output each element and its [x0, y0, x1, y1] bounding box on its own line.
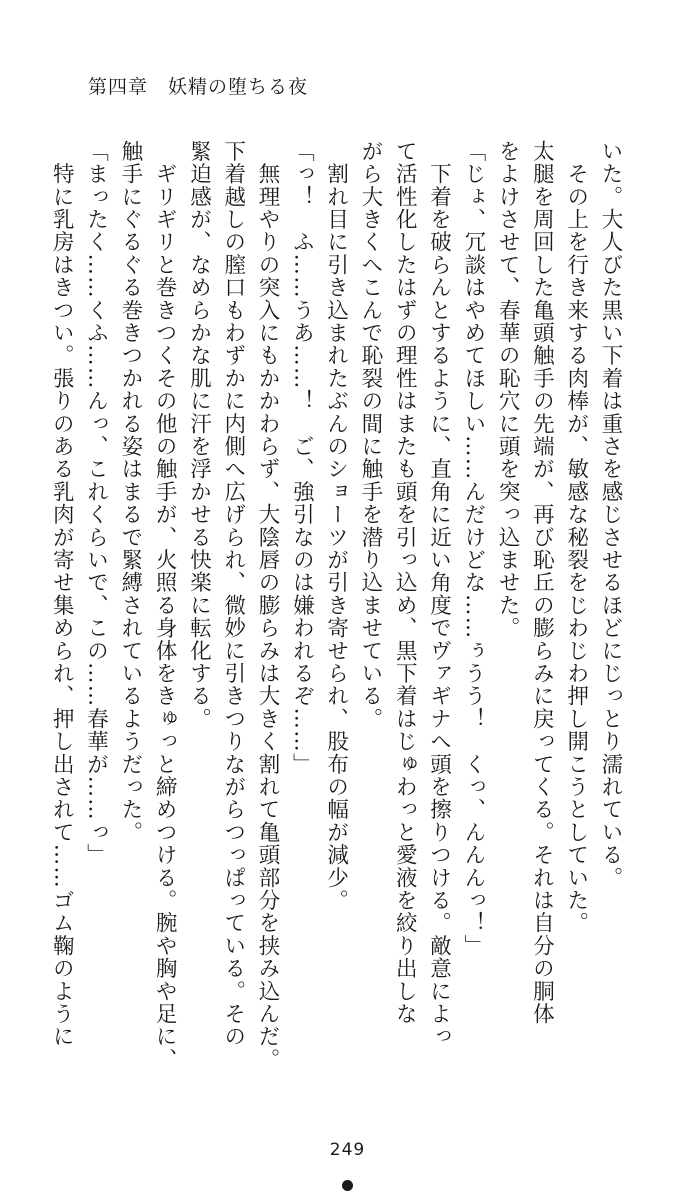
page-marker-dot [342, 1180, 353, 1191]
text-line: がら大きくへこんで恥裂の間に触手を潜り込ませている。 [357, 140, 383, 731]
text-line: 「じょ、冗談はやめてほしい……んだけどな……ぅうう！ くっ、んんんっ！」 [460, 140, 486, 958]
text-line: 緊迫感が、なめらかな肌に汗を浮かせる快楽に転化する。 [186, 140, 212, 731]
text-line: 無理やりの突入にもかかわらず、大陰唇の膨らみは大きく割れて亀頭部分を挟み込んだ。 [255, 140, 281, 1071]
text-line: 下着越しの膣口もわずかに内側へ広げられ、微妙に引きつりながらつっぱっている。その [220, 140, 246, 1048]
body-text [44, 140, 627, 1071]
text-line: 「っ！ ふ……うあ……！ ご、強引なのは嫌われるぞ……」 [289, 140, 315, 776]
text-line: ギリギリと巻きつくその他の触手が、火照る身体をきゅっと締めつける。腕や胸や足に、 [152, 140, 178, 1071]
text-line: 下着を破らんとするように、直角に近い角度でヴァギナへ頭を擦りつける。敵意によっ [426, 140, 452, 1048]
text-line: 「まったく……くふ……んっ、これくらいで、この……春華が……っ」 [83, 140, 109, 867]
page-number: 249 [329, 1140, 366, 1160]
text-line: 特に乳房はきつい。張りのある乳肉が寄せ集められ、押し出されて……ゴム鞠のように [49, 140, 75, 1048]
text-line: 割れ目に引き込まれたぶんのショーツが引き寄せられ、股布の幅が減少。 [323, 140, 349, 912]
text-line: 触手にぐるぐる巻きつかれる姿はまるで緊縛されているようだった。 [117, 140, 143, 844]
text-line: その上を行き来する肉棒が、敏感な秘裂をじわじわ押し開こうとしていた。 [563, 140, 589, 935]
text-line: をよけさせて、春華の恥穴に頭を突っ込ませた。 [495, 140, 521, 640]
chapter-header: 第四章 妖精の堕ちる夜 [88, 76, 309, 98]
text-line: いた。大人びた黒い下着は重さを感じさせるほどにじっとり濡れている。 [598, 140, 623, 890]
text-line: 太腿を周回した亀頭触手の先端が、再び恥丘の膨らみに戻ってくる。それは自分の胴体 [529, 140, 555, 1026]
text-line: て活性化したはずの理性はまたも頭を引っ込め、黒下着はじゅわっと愛液を絞り出しな [392, 140, 418, 1026]
